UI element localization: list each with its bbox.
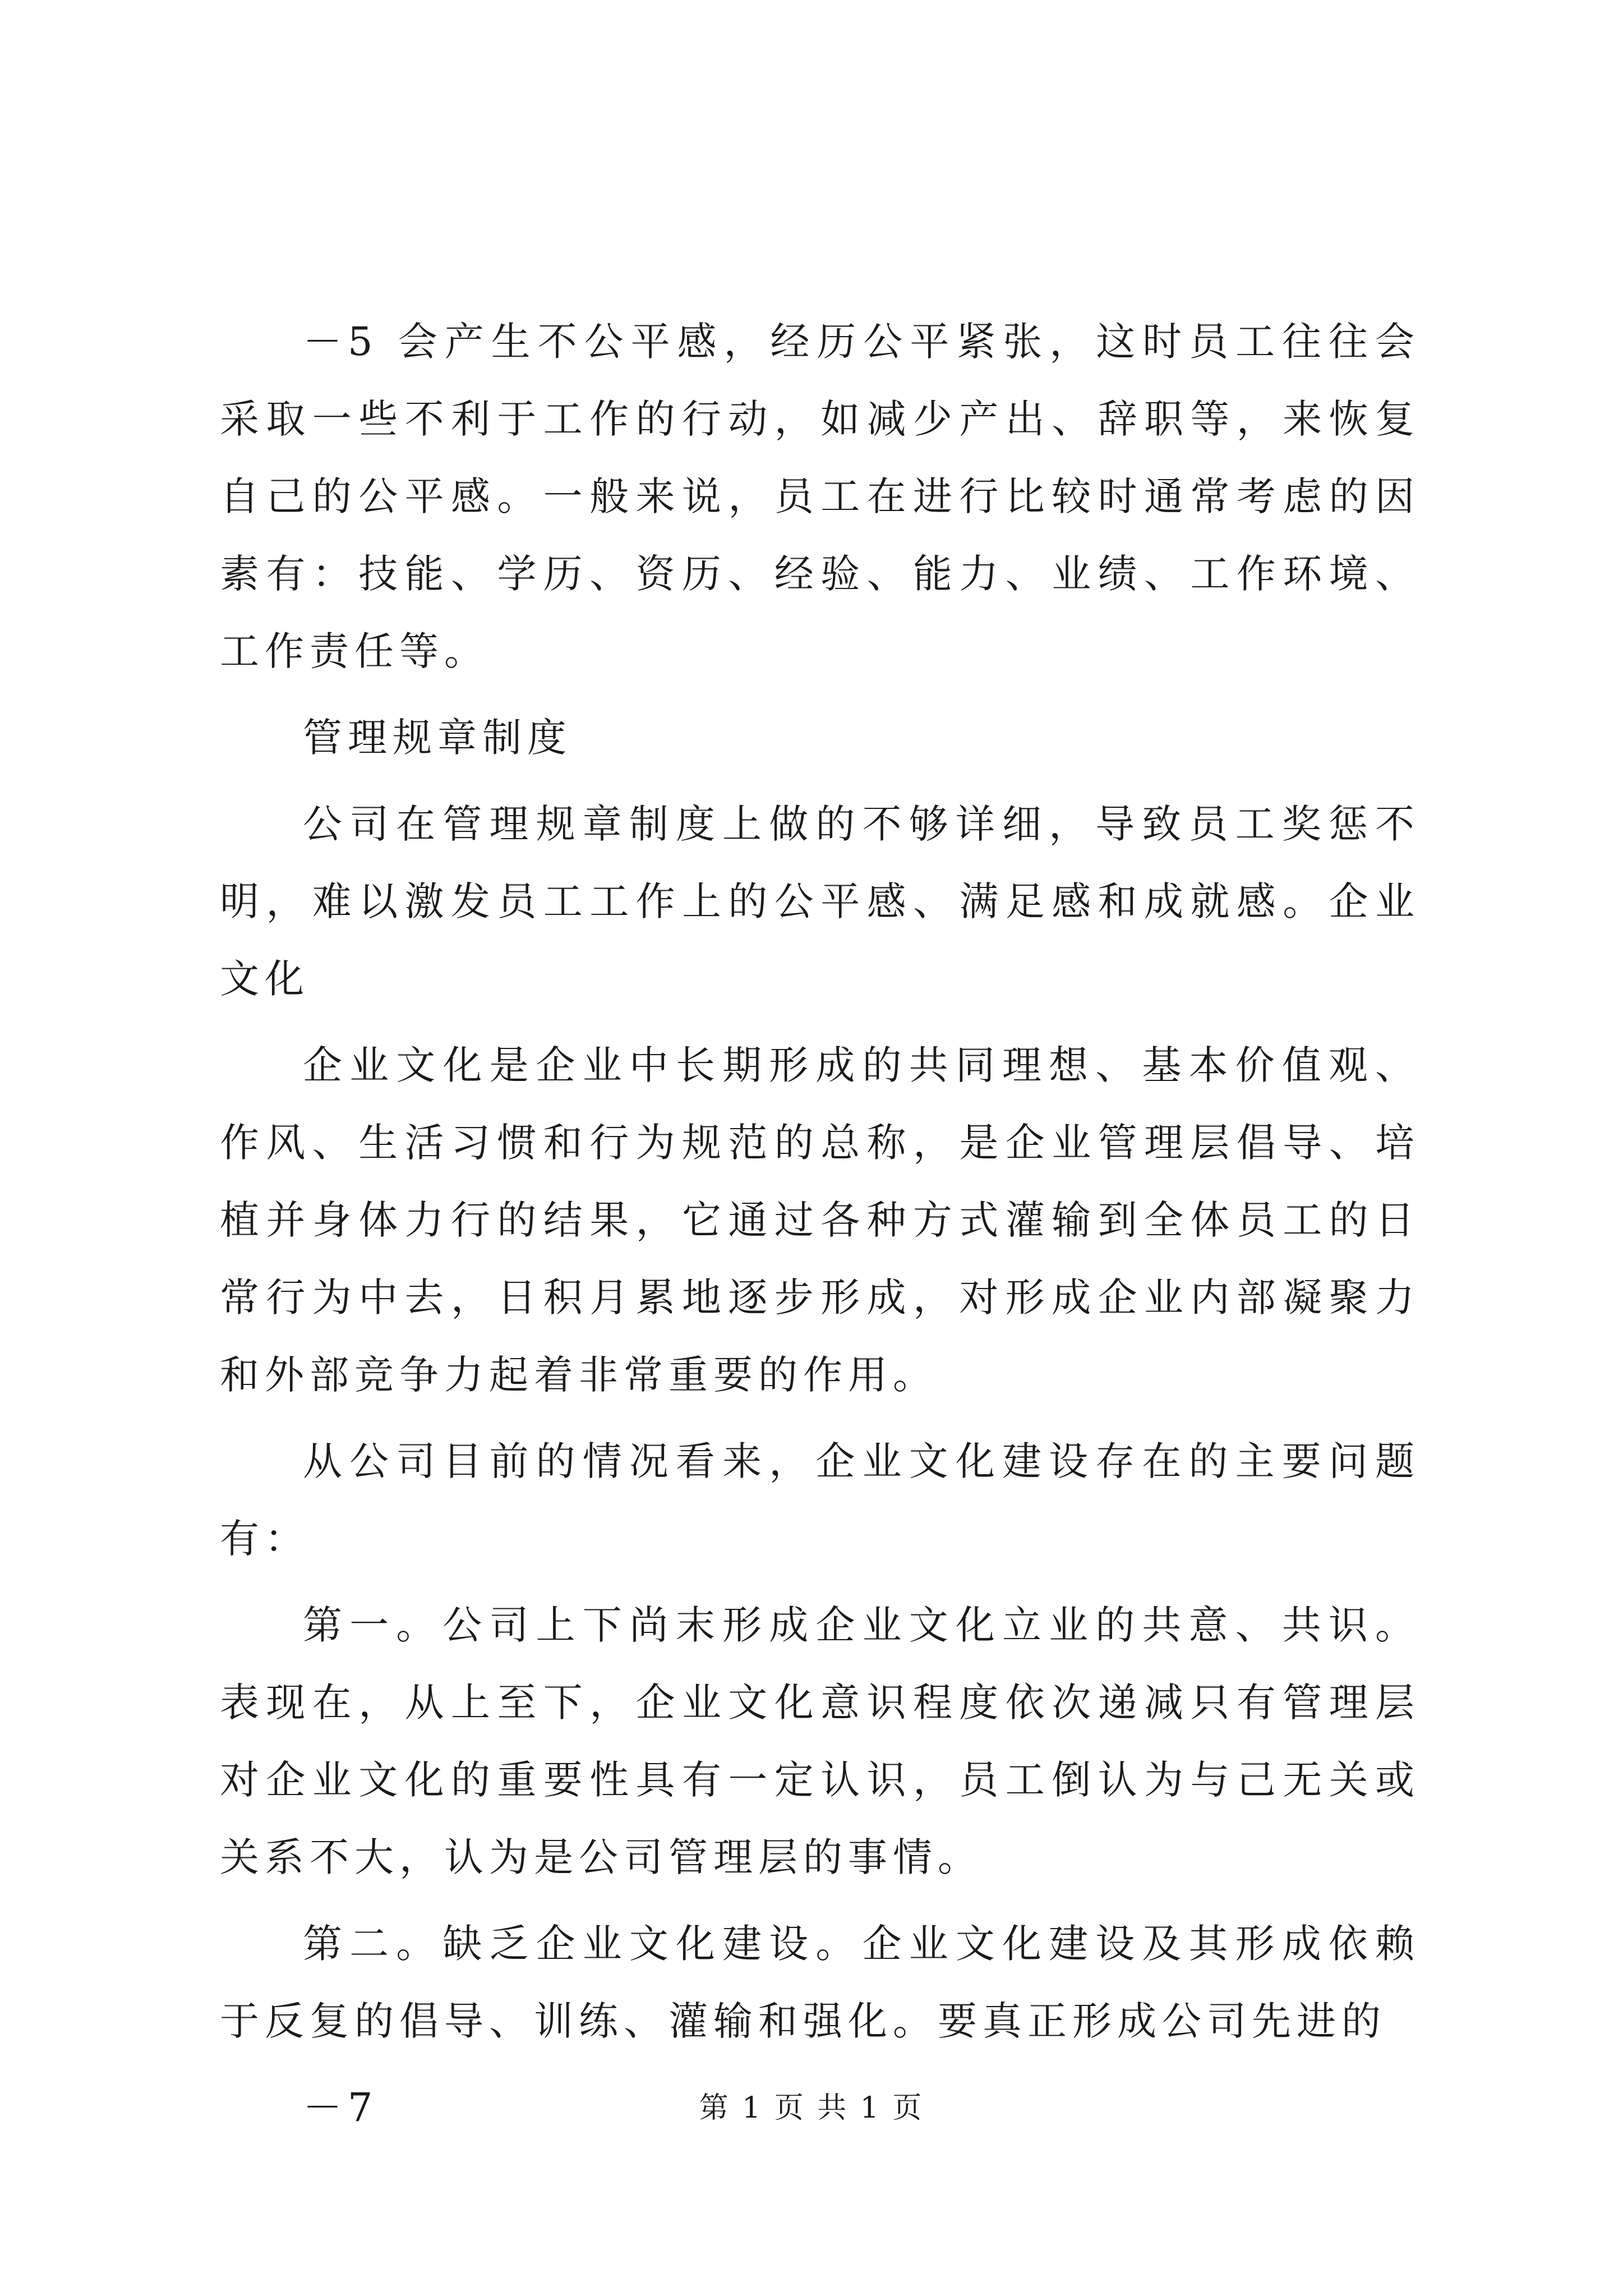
inline-page-marker: －7 [303, 2085, 379, 2131]
page-footer: 第 1 页 共 1 页 [699, 2091, 924, 2125]
heading-management-rules: 管理规章制度 [303, 715, 572, 761]
paragraph-management-rules: 公司在管理规章制度上做的不够详细，导致员工奖惩不明，难以激发员工工作上的公平感、满足感和成就感。企业文化 [220, 801, 1420, 1002]
paragraph-corporate-culture-definition: 企业文化是企业中长期形成的共同理想、基本价值观、作风、生活习惯和行为规范的总称，是企业管理层倡导、培植并身体力行的结果，它通过各种方式灌输到全体员工的日常行为中去，日积月累地逐步形成，对形成企业内部凝聚力和外部竞争力起着非常重要的作用。 [220, 1042, 1420, 1398]
paragraph-culture-problems-intro: 从公司目前的情况看来，企业文化建设存在的主要问题有： [220, 1438, 1420, 1562]
paragraph-problem-second: 第二。缺乏企业文化建设。企业文化建设及其形成依赖于反复的倡导、训练、灌输和强化。要真正形成公司先进的 [220, 1921, 1420, 2044]
document-body [220, 303, 1420, 2155]
paragraph-problem-first: 第一。公司上下尚末形成企业文化立业的共意、共识。表现在，从上至下，企业文化意识程度依次递减只有管理层对企业文化的重要性具有一定认识，员工倒认为与己无关或关系不大，认为是公司管理层的事情。 [220, 1602, 1420, 1880]
paragraph-equity-factors: －5 会产生不公平感，经历公平紧张，这时员工往往会采取一些不利于工作的行动，如减少产出、辞职等，来恢复自己的公平感。一般来说，员工在进行比较时通常考虑的因素有：技能、学历、资历、经验、能力、业绩、工作环境、工作责任等。 [220, 319, 1420, 674]
